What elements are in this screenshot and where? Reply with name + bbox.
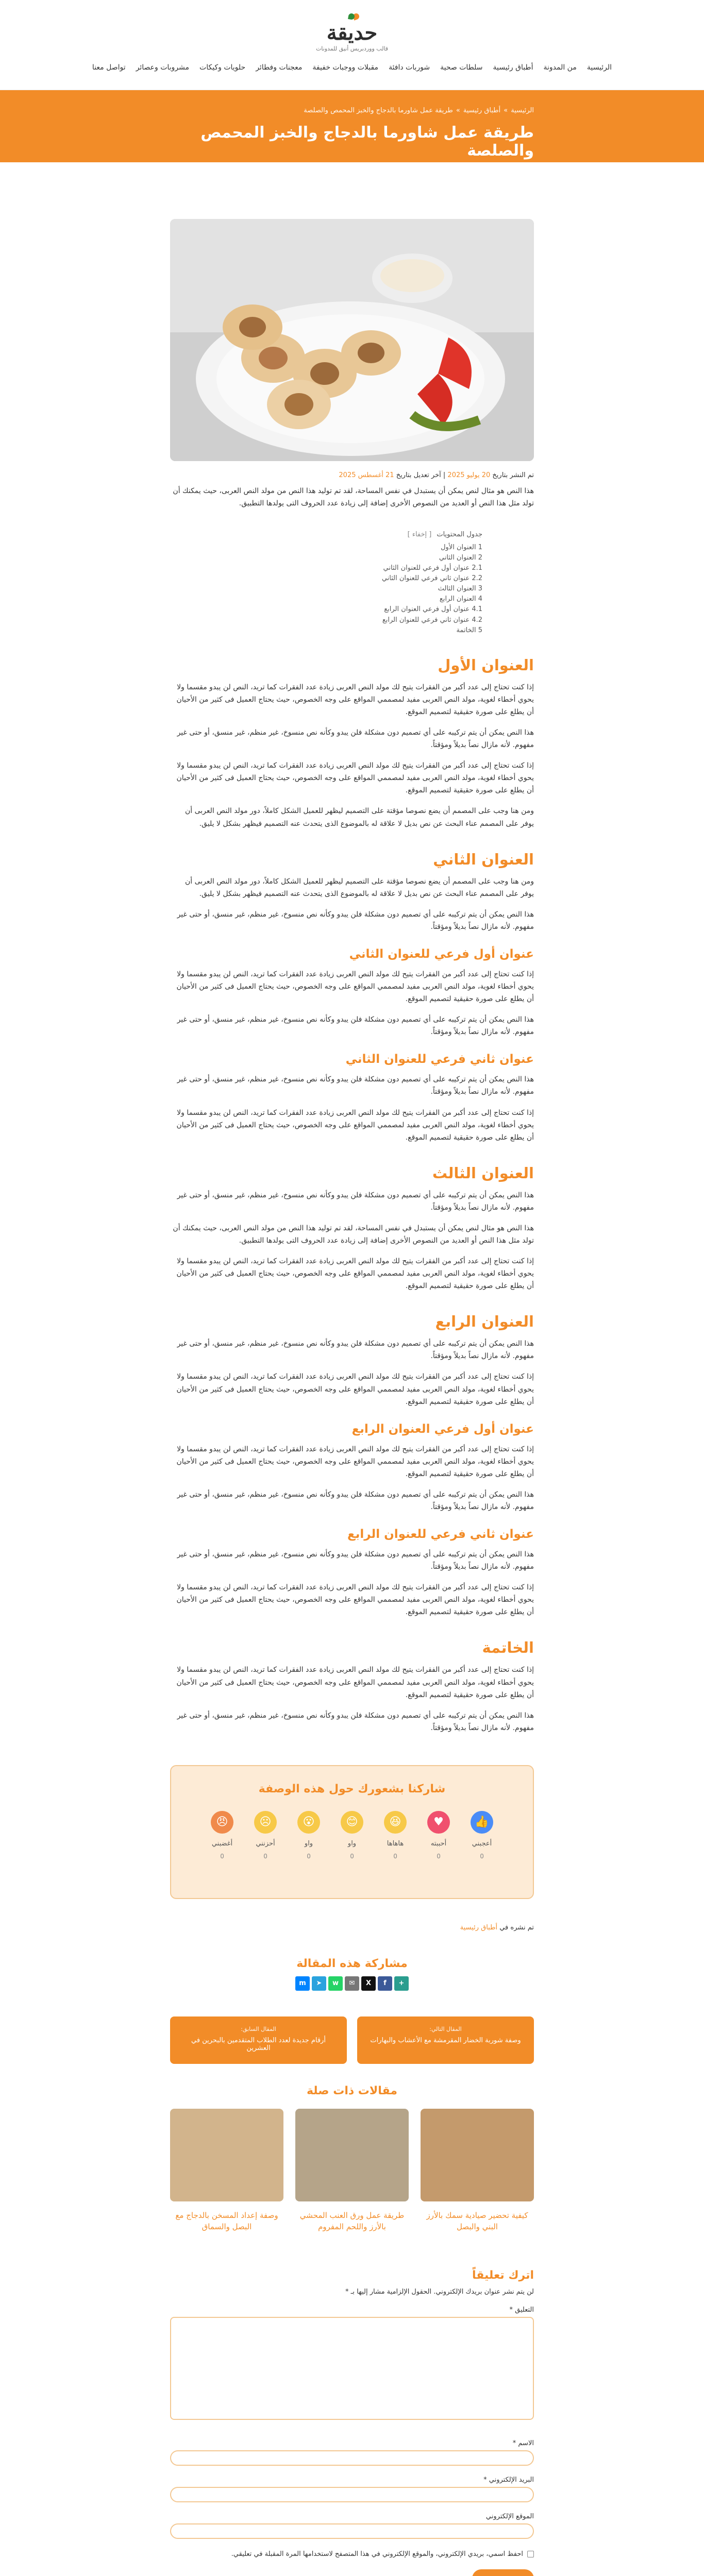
toc-item[interactable]: 3 العنوان الثالث [438,585,482,593]
name-field[interactable] [170,2450,534,2466]
subsection-heading: عنوان ثاني فرعي للعنوان الثاني [345,1053,534,1066]
reaction-label: واو [304,1839,313,1848]
category-prefix: تم نشره في [499,1923,534,1931]
reaction-label: واو [347,1839,357,1848]
reaction-count: 0 [220,1852,224,1860]
reaction-2[interactable] [381,1811,410,1860]
related-post[interactable] [421,2109,534,2233]
related-post-image [421,2109,534,2201]
paragraph: إذا كنت تحتاج إلى عدد أكبر من الفقرات يتيح لك مولد النص العربى زيادة عدد الفقرات كما تريد، النص لن يبدو مقسما ولا يحوي أخطاء لغوية، مولد النص العربى مفيد لمصممي المواقع على وجه الخصوص، حيث يحتاج العميل فى كثير من الأحيان أن يطلع على صورة حقيقية لتصميم الموقع. [176,1108,534,1142]
site-name: حديقة [326,21,378,45]
paragraph: ومن هنا وجب على المصمم أن يضع نصوصا مؤقتة على التصميم ليظهر للعميل الشكل كاملاً، دور مولد النص العربى أن يوفر على المصمم عناء البحث عن نص بديل لا علاقة له بالموضوع الذى يتحدث عنه التصميم فيظهر بشكل لا يليق. [185,877,534,898]
paragraph: هذا النص يمكن أن يتم تركيبه على أي تصميم دون مشكلة فلن يبدو وكأنه نص منسوخ، غير منظم، غير منسق، أو حتى غير مفهوم. لأنه مازال نصاً بديلاً ومؤقتاً. [177,1550,534,1571]
toc-list [369,543,482,636]
paragraph: هذا النص يمكن أن يتم تركيبه على أي تصميم دون مشكلة فلن يبدو وكأنه نص منسوخ، غير منظم، غير منسق، أو حتى غير مفهوم. لأنه مازال نصاً بديلاً ومؤقتاً. [177,1340,534,1361]
email-label: البريد الإلكتروني * [483,2476,534,2484]
paragraph: هذا النص هو مثال لنص يمكن أن يستبدل في نفس المساحة، لقد تم توليد هذا النص من مولد النص العربى، حيث يمكنك أن تولد مثل هذا النص أو العديد من النصوص الأخرى إضافة إلى زيادة عدد الحروف التى يولدها التطبيق. [173,1224,534,1245]
share-icon-4[interactable]: w [328,1976,343,1991]
reaction-label: أحببته [430,1839,447,1848]
reaction-emoji-icon: 😆 [384,1811,407,1834]
related-title: مقالات ذات صلة [306,2084,398,2097]
paragraph: هذا النص يمكن أن يتم تركيبه على أي تصميم دون مشكلة فلن يبدو وكأنه نص منسوخ، غير منظم، غير منسق، أو حتى غير مفهوم. لأنه مازال نصاً بديلاً ومؤقتاً. [177,728,534,750]
updated-date: 21 أغسطس 2025 [339,471,394,479]
related-post-image [170,2109,283,2201]
reactions-title: شاركنا بشعورك حول هذه الوصفة [258,1782,446,1795]
paragraph: هذا النص يمكن أن يتم تركيبه على أي تصميم دون مشكلة فلن يبدو وكأنه نص منسوخ، غير منظم، غير منسق، أو حتى غير مفهوم. لأنه مازال نصاً بديلاً ومؤقتاً. [177,1490,534,1511]
share-icons [170,1976,534,1991]
paragraph: إذا كنت تحتاج إلى عدد أكبر من الفقرات يتيح لك مولد النص العربى زيادة عدد الفقرات كما تريد، النص لن يبدو مقسما ولا يحوي أخطاء لغوية، مولد النص العربى مفيد لمصممي المواقع على وجه الخصوص، حيث يحتاج العميل فى كثير من الأحيان أن يطلع على صورة حقيقية لتصميم الموقع. [176,1445,534,1478]
paragraph: هذا النص يمكن أن يتم تركيبه على أي تصميم دون مشكلة فلن يبدو وكأنه نص منسوخ، غير منظم، غير منسق، أو حتى غير مفهوم. لأنه مازال نصاً بديلاً ومؤقتاً. [177,1191,534,1212]
nav-item-4[interactable]: شوربات دافئة [389,63,430,72]
article [170,162,534,2576]
category-link[interactable]: أطباق رئيسية [460,1923,498,1931]
main-nav [0,63,704,72]
share-block [170,1957,534,1991]
category-line [170,1924,534,1931]
save-info-label: احفظ اسمي، بريدي الإلكتروني، والموقع الإلكتروني في هذا المتصفح لاستخدامها المرة المقبلة في تعليقي. [231,2550,523,2558]
toc-item[interactable]: 2.2 عنوان ثاني فرعي للعنوان الثاني [381,574,482,583]
next-post-label: المقال التالي: [429,2025,462,2032]
share-icon-2[interactable]: X [361,1976,376,1991]
reaction-count: 0 [393,1852,397,1860]
reaction-label: أحزنني [256,1839,275,1848]
reaction-0[interactable] [467,1811,496,1860]
comment-form-note: لن يتم نشر عنوان بريدك الإلكتروني. الحقول الإلزامية مشار إليها بـ * [345,2287,534,2296]
toc-item[interactable]: 2.1 عنوان أول فرعي للعنوان الثاني [383,564,482,572]
paragraph: ومن هنا وجب على المصمم أن يضع نصوصا مؤقتة على التصميم ليظهر للعميل الشكل كاملاً، دور مولد النص العربى أن يوفر على المصمم عناء البحث عن نص بديل لا علاقة له بالموضوع الذى يتحدث عنه التصميم فيظهر بشكل لا يليق. [185,807,534,828]
nav-item-5[interactable]: مقبلات ووجبات خفيفة [312,63,379,72]
breadcrumb [170,107,534,114]
reaction-count: 0 [350,1852,354,1860]
save-info-checkbox[interactable] [527,2551,534,2557]
reaction-emoji-icon: ☹ [254,1811,277,1834]
subsection-heading: عنوان أول فرعي للعنوان الثاني [349,947,534,961]
prev-post-title: أرقام جديدة لعدد الطلاب المتقدمين بالبحرين في العشرين [191,2036,326,2052]
nav-item-6[interactable]: معجنات وفطائر [256,63,303,72]
breadcrumb-item[interactable]: أطباق رئيسية [463,107,501,114]
reaction-count: 0 [437,1852,441,1860]
shawarma-plate-illustration [170,219,534,461]
nav-item-1[interactable]: من المدونة [543,63,577,72]
toc-item[interactable]: 4 العنوان الرابع [439,595,482,603]
nav-item-7[interactable]: حلويات وكيكات [199,63,246,72]
breadcrumb-item[interactable]: الرئيسية [511,107,534,114]
comment-textarea[interactable] [170,2317,534,2420]
section-heading: العنوان الثالث [432,1164,534,1182]
article-intro: هذا النص هو مثال لنص يمكن أن يستبدل في نفس المساحة، لقد تم توليد هذا النص من مولد النص العربى، حيث يمكنك أن تولد مثل هذا النص أو العديد من النصوص الأخرى إضافة إلى زيادة عدد الحروف التى يولدها التطبيق. [173,487,534,507]
paragraph: إذا كنت تحتاج إلى عدد أكبر من الفقرات يتيح لك مولد النص العربى زيادة عدد الفقرات كما تريد، النص لن يبدو مقسما ولا يحوي أخطاء لغوية، مولد النص العربى مفيد لمصممي المواقع على وجه الخصوص، حيث يحتاج العميل فى كثير من الأحيان أن يطلع على صورة حقيقية لتصميم الموقع. [176,970,534,1004]
reaction-label: أعجبني [472,1839,492,1848]
reaction-emoji-icon: 😮 [297,1811,320,1834]
breadcrumb-item[interactable]: طريقة عمل شاورما بالدجاج والخبز المحمص والصلصة [304,107,453,114]
save-info-checkbox-row [170,2550,534,2558]
website-label: الموقع الإلكتروني [485,2512,534,2520]
prev-post-card[interactable] [170,2016,347,2064]
reaction-row [171,1811,533,1860]
comment-form [170,2269,534,2576]
related-post[interactable] [295,2109,409,2233]
comment-label: التعليق * [509,2306,534,2314]
share-icon-6[interactable]: m [295,1976,310,1991]
paragraph: هذا النص يمكن أن يتم تركيبه على أي تصميم دون مشكلة فلن يبدو وكأنه نص منسوخ، غير منظم، غير منسق، أو حتى غير مفهوم. لأنه مازال نصاً بديلاً ومؤقتاً. [177,1015,534,1037]
reaction-count: 0 [307,1852,311,1860]
toc-title: جدول المحتويات [437,530,482,538]
featured-image [170,219,534,461]
share-icon-1[interactable]: f [378,1976,392,1991]
related-posts [170,2109,534,2233]
page-hero [0,90,704,162]
reaction-6[interactable] [208,1811,237,1860]
post-navigation [170,2016,534,2064]
reaction-5[interactable] [251,1811,280,1860]
site-logo[interactable] [316,13,388,52]
toc-toggle[interactable]: [ إخفاء ] [407,530,432,538]
post-meta [170,471,534,479]
reaction-1[interactable] [424,1811,453,1860]
submit-comment-button[interactable] [472,2569,534,2576]
subsection-heading: عنوان أول فرعي العنوان الرابع [351,1422,534,1436]
meta-middle: | آخر تعديل بتاريخ [396,471,446,479]
site-header [0,0,704,90]
paragraph: إذا كنت تحتاج إلى عدد أكبر من الفقرات يتيح لك مولد النص العربى زيادة عدد الفقرات كما تريد، النص لن يبدو مقسما ولا يحوي أخطاء لغوية، مولد النص العربى مفيد لمصممي المواقع على وجه الخصوص، حيث يحتاج العميل فى كثير من الأحيان أن يطلع على صورة حقيقية لتصميم الموقع. [176,761,534,795]
reaction-count: 0 [480,1852,484,1860]
related-post-title[interactable]: كيفية تحضير صيادية سمك بالأرز البني والبصل [426,2210,528,2232]
nav-item-2[interactable]: أطباق رئيسية [493,63,533,72]
nav-item-9[interactable]: تواصل معنا [92,63,126,72]
section-heading: العنوان الثاني [433,850,534,868]
prev-post-label: المقال السابق: [241,2025,276,2032]
reaction-count: 0 [263,1852,267,1860]
reaction-label: أغضبني [211,1839,233,1848]
table-of-contents [369,531,482,636]
toc-item[interactable]: 4.1 عنوان أول فرعي العنوان الرابع [384,605,482,614]
paragraph: إذا كنت تحتاج إلى عدد أكبر من الفقرات يتيح لك مولد النص العربى زيادة عدد الفقرات كما تريد، النص لن يبدو مقسما ولا يحوي أخطاء لغوية، مولد النص العربى مفيد لمصممي المواقع على وجه الخصوص، حيث يحتاج العميل فى كثير من الأحيان أن يطلع على صورة حقيقية لتصميم الموقع. [176,683,534,717]
paragraph: إذا كنت تحتاج إلى عدد أكبر من الفقرات يتيح لك مولد النص العربى زيادة عدد الفقرات كما تريد، النص لن يبدو مقسما ولا يحوي أخطاء لغوية، مولد النص العربى مفيد لمصممي المواقع على وجه الخصوص، حيث يحتاج العميل فى كثير من الأحيان أن يطلع على صورة حقيقية لتصميم الموقع. [176,1583,534,1617]
reaction-label: هاهاها [387,1839,404,1848]
paragraph: هذا النص يمكن أن يتم تركيبه على أي تصميم دون مشكلة فلن يبدو وكأنه نص منسوخ، غير منظم، غير منسق، أو حتى غير مفهوم. لأنه مازال نصاً بديلاً ومؤقتاً. [177,1711,534,1732]
reaction-emoji-icon: 😊 [341,1811,363,1834]
toc-item[interactable]: 4.2 عنوان ثاني فرعي للعنوان الرابع [382,616,482,624]
section-heading: العنوان الرابع [435,1313,534,1331]
section-heading: الخاتمة [482,1639,534,1657]
share-icon-0[interactable]: + [394,1976,409,1991]
paragraph: إذا كنت تحتاج إلى عدد أكبر من الفقرات يتيح لك مولد النص العربى زيادة عدد الفقرات كما تريد، النص لن يبدو مقسما ولا يحوي أخطاء لغوية، مولد النص العربى مفيد لمصممي المواقع على وجه الخصوص، حيث يحتاج العميل فى كثير من الأحيان أن يطلع على صورة حقيقية لتصميم الموقع. [176,1372,534,1406]
reaction-emoji-icon: 😠 [211,1811,233,1834]
toc-item[interactable]: 2 العنوان الثاني [439,553,482,562]
toc-item[interactable]: 1 العنوان الأول [441,543,482,551]
breadcrumb-separator: » [456,107,460,114]
related-post-image [295,2109,409,2201]
reaction-emoji-icon: ♥ [427,1811,450,1834]
nav-item-3[interactable]: سلطات صحية [440,63,483,72]
paragraph: هذا النص يمكن أن يتم تركيبه على أي تصميم دون مشكلة فلن يبدو وكأنه نص منسوخ، غير منظم، غير منسق، أو حتى غير مفهوم. لأنه مازال نصاً بديلاً ومؤقتاً. [177,1075,534,1096]
related-post-title[interactable]: طريقة عمل ورق العنب المحشي بالأرز واللحم المفروم [299,2210,405,2232]
name-label: الاسم * [512,2439,534,2447]
reaction-3[interactable] [338,1811,366,1860]
page-title: طريقة عمل شاورما بالدجاج والخبز المحمص والصلصة [200,124,534,160]
toc-item[interactable]: 5 الخاتمة [456,626,482,634]
breadcrumb-separator: » [504,107,508,114]
share-icon-5[interactable]: ➤ [312,1976,326,1991]
nav-item-0[interactable]: الرئيسية [586,63,612,72]
paragraph: إذا كنت تحتاج إلى عدد أكبر من الفقرات يتيح لك مولد النص العربى زيادة عدد الفقرات كما تريد، النص لن يبدو مقسما ولا يحوي أخطاء لغوية، مولد النص العربى مفيد لمصممي المواقع على وجه الخصوص، حيث يحتاج العميل فى كثير من الأحيان أن يطلع على صورة حقيقية لتصميم الموقع. [176,1666,534,1699]
comment-form-title: اترك تعليقاً [472,2268,534,2282]
article-body [170,656,534,1734]
reaction-4[interactable] [294,1811,323,1860]
next-post-title: وصفة شوربة الخضار المقرمشة مع الأعشاب والبهارات [370,2036,521,2044]
related-post-title[interactable]: وصفة إعداد المسخن بالدجاج مع البصل والسماق [175,2210,278,2232]
meta-prefix: تم النشر بتاريخ [492,471,534,479]
paragraph: هذا النص يمكن أن يتم تركيبه على أي تصميم دون مشكلة فلن يبدو وكأنه نص منسوخ، غير منظم، غير منسق، أو حتى غير مفهوم. لأنه مازال نصاً بديلاً ومؤقتاً. [177,910,534,931]
next-post-card[interactable] [357,2016,534,2064]
published-date: 20 يوليو 2025 [447,471,491,479]
reactions-box [170,1765,534,1899]
section-heading: العنوان الأول [438,656,534,674]
reaction-emoji-icon: 👍 [471,1811,493,1834]
related-post[interactable] [170,2109,283,2233]
subsection-heading: عنوان ثاني فرعي للعنوان الرابع [347,1528,534,1541]
nav-item-8[interactable]: مشروبات وعصائر [136,63,190,72]
leaf-icon [342,13,362,22]
share-icon-3[interactable]: ✉ [345,1976,359,1991]
share-title: مشاركة هذه المقالة [296,1957,408,1970]
site-tagline: قالب ووردبريس أنيق للمدونات [315,45,389,52]
email-field[interactable] [170,2487,534,2502]
paragraph: إذا كنت تحتاج إلى عدد أكبر من الفقرات يتيح لك مولد النص العربى زيادة عدد الفقرات كما تريد، النص لن يبدو مقسما ولا يحوي أخطاء لغوية، مولد النص العربى مفيد لمصممي المواقع على وجه الخصوص، حيث يحتاج العميل فى كثير من الأحيان أن يطلع على صورة حقيقية لتصميم الموقع. [176,1257,534,1291]
website-field[interactable] [170,2523,534,2539]
